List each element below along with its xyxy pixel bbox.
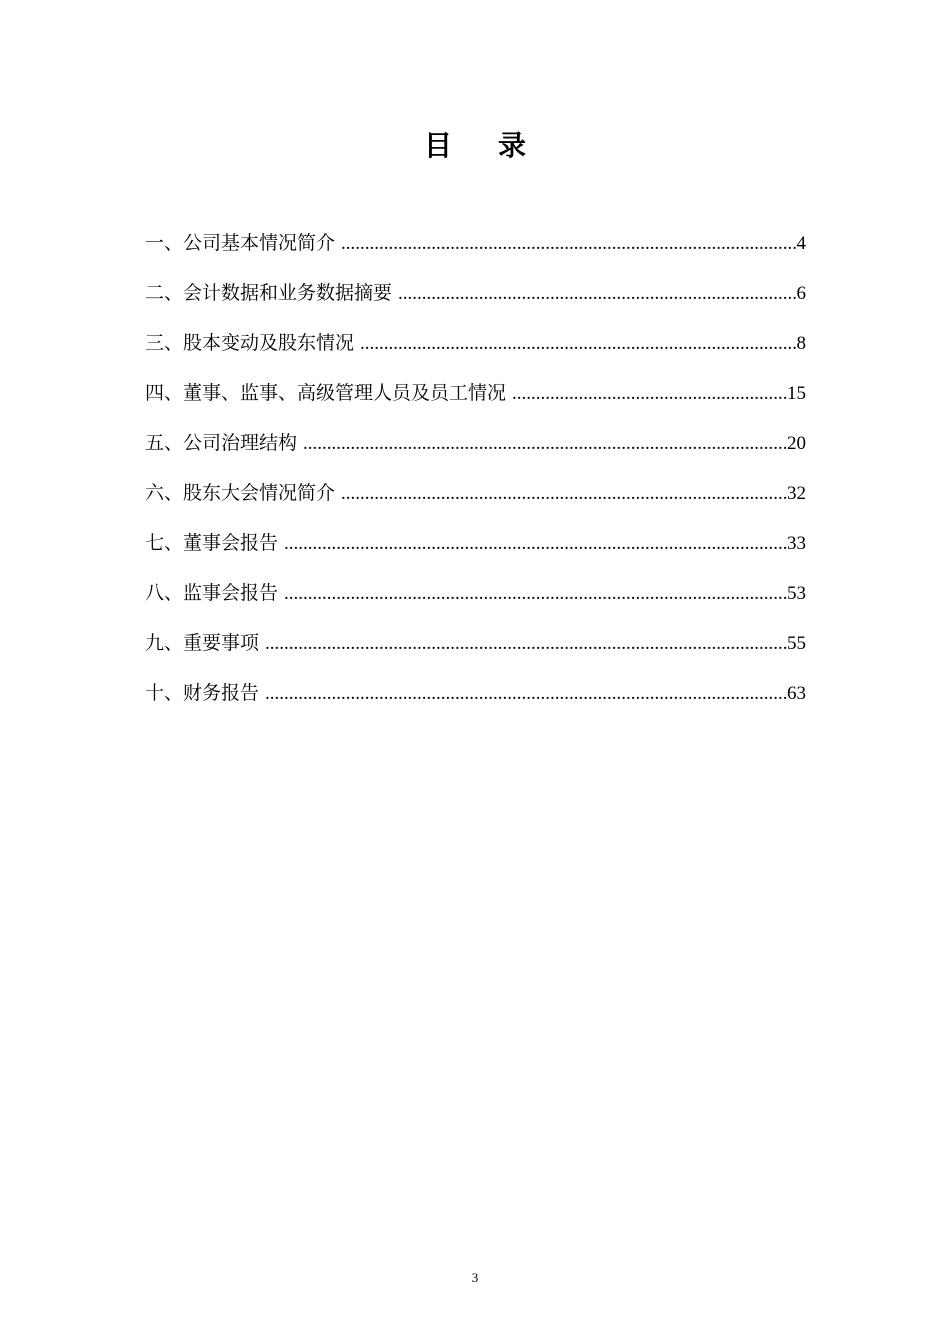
toc-leader-dots: [265, 677, 787, 711]
toc-entry-label: 十、财务报告: [145, 682, 260, 704]
toc-entry-5[interactable]: [145, 426, 806, 476]
toc-entry-label: 一、公司基本情况简介: [145, 232, 336, 254]
toc-entry-4[interactable]: [145, 376, 806, 426]
toc-entry-page: 8: [796, 333, 806, 354]
toc-entry-label: 八、监事会报告: [145, 582, 279, 604]
toc-entry-page: 63: [787, 683, 806, 704]
toc-leader-dots: [341, 477, 787, 511]
toc-leader-dots: [284, 527, 787, 561]
toc-entry-page: 4: [796, 233, 806, 254]
toc-leader-dots: [303, 427, 787, 461]
toc-entry-page: 15: [787, 383, 806, 404]
toc-entry-page: 32: [787, 483, 806, 504]
table-of-contents: [145, 226, 806, 726]
toc-entry-3[interactable]: [145, 326, 806, 376]
page-title-char-1: 目: [423, 129, 452, 162]
toc-leader-dots: [360, 327, 796, 361]
toc-entry-9[interactable]: [145, 626, 806, 676]
toc-entry-label: 六、股东大会情况简介: [145, 482, 336, 504]
toc-entry-8[interactable]: [145, 576, 806, 626]
toc-leader-dots: [398, 277, 796, 311]
toc-entry-page: 53: [787, 583, 806, 604]
toc-entry-label: 二、会计数据和业务数据摘要: [145, 282, 393, 304]
toc-entry-label: 五、公司治理结构: [145, 432, 298, 454]
toc-entry-label: 七、董事会报告: [145, 532, 279, 554]
page-title: [0, 126, 950, 166]
toc-entry-10[interactable]: [145, 676, 806, 726]
page-number: 3: [471, 1270, 479, 1285]
toc-entry-7[interactable]: [145, 526, 806, 576]
toc-leader-dots: [512, 377, 787, 411]
toc-entry-page: 55: [787, 633, 806, 654]
toc-leader-dots: [284, 577, 787, 611]
toc-entry-page: 6: [796, 283, 806, 304]
toc-entry-2[interactable]: [145, 276, 806, 326]
toc-leader-dots: [341, 227, 796, 261]
toc-entry-1[interactable]: [145, 226, 806, 276]
toc-entry-label: 九、重要事项: [145, 632, 260, 654]
toc-entry-6[interactable]: [145, 476, 806, 526]
page-title-char-2: 录: [498, 129, 527, 162]
toc-leader-dots: [265, 627, 787, 661]
toc-entry-page: 33: [787, 533, 806, 554]
toc-entry-label: 三、股本变动及股东情况: [145, 332, 355, 354]
toc-entry-label: 四、董事、监事、高级管理人员及员工情况: [145, 382, 507, 404]
toc-entry-page: 20: [787, 433, 806, 454]
